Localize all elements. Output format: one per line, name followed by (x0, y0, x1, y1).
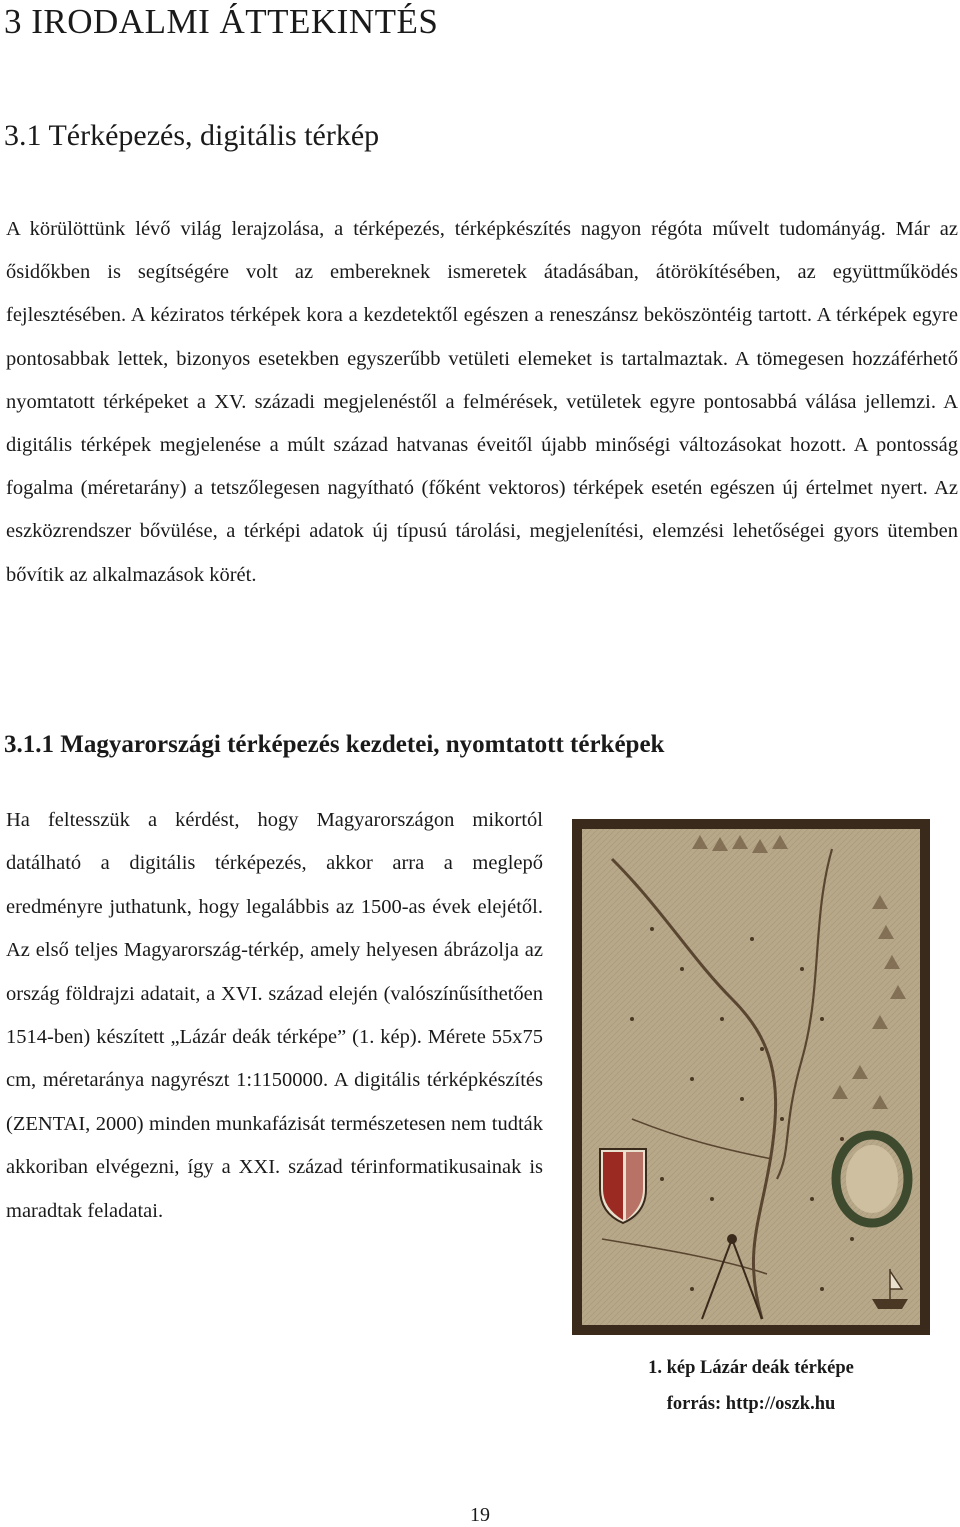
chapter-heading: 3 IRODALMI ÁTTEKINTÉS (4, 2, 439, 41)
section-heading: 3.1 Térképezés, digitális térkép (4, 119, 380, 152)
wreath-medallion (836, 1135, 908, 1223)
map-illustration (572, 819, 930, 1335)
figure-caption: 1. kép Lázár deák térképe (648, 1358, 854, 1378)
figure-source: forrás: http://oszk.hu (666, 1394, 836, 1414)
lazar-map-image (572, 819, 930, 1335)
page-number: 19 (470, 1504, 490, 1526)
coat-of-arms (600, 1149, 646, 1223)
subsection-heading: 3.1.1 Magyarországi térképezés kezdetei, nyomtatott térképek (4, 731, 665, 758)
body-paragraph: Ha feltesszük a kérdést, hogy Magyarországon mikortól datálható a digitális térképezés, akkor arra a meglepő eredményre juthatunk, hogy legalábbis az 1500-as évek elejétől. Az első teljes Magyarország-térkép, amely helyesen ábrázolja az ország földrajzi adatait, a XVI. század elején (valószínűsíthetően 1514-ben) készített „Lázár deák térképe” (1. kép). Mérete 55x75 cm, méretaránya nagyrészt 1:1150000. A digitális térképkészítés (ZENTAI, 2000) minden munkafázisát természetesen nem tudták akkoriban elvégezni, így a XXI. század térinformatikusainak is maradtak feladatai. (6, 809, 543, 1222)
intro-paragraph: A körülöttünk lévő világ lerajzolása, a térképezés, térképkészítés nagyon régóta művelt tudományág. Már az ősidőkben is segítségére volt az embereknek ismeretek átadásában, átörökítésében, az együttműködés fejlesztésében. A kéziratos térképek kora a kezdetektől egészen a reneszánsz beköszöntéig tartott. A térképek egyre pontosabbak lettek, bizonyos esetekben egyszerűbb vetületi elemeket is tartalmaztak. A tömegesen hozzáférhető nyomtatott térképeket a XV. századi megjelenéstől a felmérések, vetületek egyre pontosabbá válása jellemzi. A digitális térképek megjelenése a múlt század hatvanas éveitől újabb minőségi változásokat hozott. A pontosság fogalma (méretarány) a tetszőlegesen nagyítható (főként vektoros) térképek esetén egészen új értelmet nyert. Az eszközrendszer bővülése, a térképi adatok új típusú tárolási, megjelenítési, elemzési lehetőségei gyors ütemben bővítik az alkalmazások körét. (6, 218, 958, 586)
